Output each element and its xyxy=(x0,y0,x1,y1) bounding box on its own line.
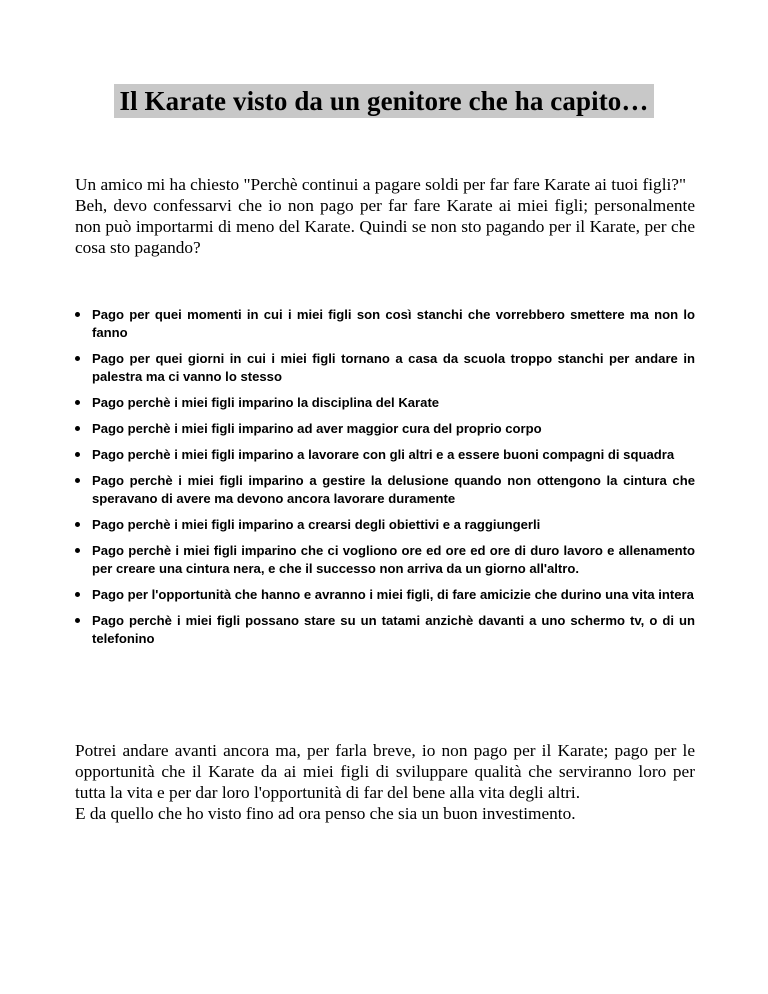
bullet-icon xyxy=(75,618,80,623)
bullet-item xyxy=(75,394,695,412)
intro-paragraph: Beh, devo confessarvi che io non pago per far fare Karate ai miei figli; personalmente non può importarmi di meno del Karate. Quindi se non sto pagando per il Karate, per che cosa sto pagando? xyxy=(75,196,695,257)
bullet-text: Pago perchè i miei figli imparino che ci vogliono ore ed ore ed ore di duro lavoro e allenamento per creare una cintura nera, e che il successo non arriva da un giorno all'altro. xyxy=(92,543,695,576)
bullet-icon xyxy=(75,312,80,317)
bullet-text: Pago perchè i miei figli imparino a crearsi degli obiettivi e a raggiungerli xyxy=(92,517,541,532)
bullet-icon xyxy=(75,478,80,483)
closing-paragraph: E da quello che ho visto fino ad ora penso che sia un buon investimento. xyxy=(75,804,576,823)
bullet-icon xyxy=(75,452,80,457)
bullet-text: Pago perchè i miei figli imparino a lavorare con gli altri e a essere buoni compagni di squadra xyxy=(92,447,675,462)
bullet-item xyxy=(75,350,695,386)
bullet-item xyxy=(75,586,695,604)
bullet-item xyxy=(75,516,695,534)
bullet-item xyxy=(75,420,695,438)
bullet-text: Pago per quei momenti in cui i miei figli son così stanchi che vorrebbero smettere ma non lo fanno xyxy=(92,307,695,340)
closing-paragraph: Potrei andare avanti ancora ma, per farla breve, io non pago per il Karate; pago per le opportunità che il Karate da ai miei figli di sviluppare qualità che serviranno loro per tutta la vita e per dar loro l'opportunità di far del bene alla vita degli altri. xyxy=(75,741,695,802)
bullet-text: Pago perchè i miei figli imparino ad aver maggior cura del proprio corpo xyxy=(92,421,542,436)
bullet-icon xyxy=(75,426,80,431)
title-container xyxy=(0,84,768,118)
intro-paragraph: Un amico mi ha chiesto "Perchè continui a pagare soldi per far fare Karate ai tuoi figli?" xyxy=(75,175,687,194)
bullet-icon xyxy=(75,548,80,553)
bullet-icon xyxy=(75,356,80,361)
bullet-text: Pago perchè i miei figli possano stare su un tatami anzichè davanti a uno schermo tv, o di un telefonino xyxy=(92,613,695,646)
intro-section xyxy=(75,174,695,258)
bullet-icon xyxy=(75,592,80,597)
bullet-icon xyxy=(75,522,80,527)
bullet-text: Pago perchè i miei figli imparino la disciplina del Karate xyxy=(92,395,440,410)
bullet-item xyxy=(75,472,695,508)
bullet-item xyxy=(75,612,695,648)
bullet-icon xyxy=(75,400,80,405)
bullet-text: Pago perchè i miei figli imparino a gestire la delusione quando non ottengono la cintura che speravano di avere ma devono ancora lavorare duramente xyxy=(92,473,695,506)
bullet-list xyxy=(75,306,695,656)
bullet-text: Pago per quei giorni in cui i miei figli tornano a casa da scuola troppo stanchi per andare in palestra ma ci vanno lo stesso xyxy=(92,351,695,384)
bullet-text: Pago per l'opportunità che hanno e avranno i miei figli, di fare amicizie che durino una vita intera xyxy=(92,587,694,602)
bullet-item xyxy=(75,446,695,464)
bullet-item xyxy=(75,542,695,578)
closing-section xyxy=(75,740,695,824)
bullet-item xyxy=(75,306,695,342)
page-title: Il Karate visto da un genitore che ha capito… xyxy=(114,84,655,118)
